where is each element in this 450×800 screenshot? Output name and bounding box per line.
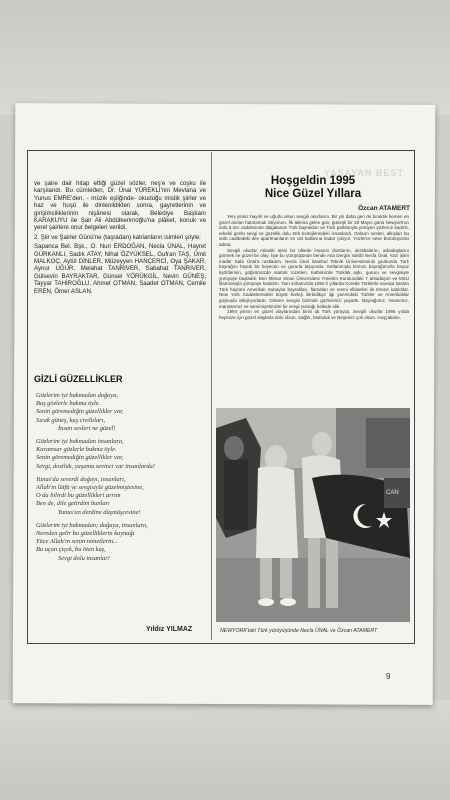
poem-line: Bu uçan çiçek, bu öten kuş, (36, 546, 106, 554)
article-paragraph: Sevgili okurlar Atlantik ötesi bir ülkede insanın dostlarını, akrabalarını, arkadaşlarını görmek ne güzel bir olay. İşte bu yürüyüşünde bende Ana Dergisi sahibi Necla Ünal, Yazı işleri müdür Safa Ünal'a rastladım. Necla Ünal İstanbul Teknik Üniversitesinin grubunda Türk bayrağını büyük bir heyecan ve gururla taşıyordu. Sırtlanmışta kırmızı bayrağımızla beyaz tişörtlerinin, göğsümüzde Atatürk rozetleri, Kalbimizde Türklük aşkı, gururu ve sevgisiyle yürüyüşe başladık. Ben Mimar Sinan Üniversitesi Yönetim Kurulundaki 7 arkadaşım ve MSU filarmoniyla yürüyüşe katıldım. Tam sırkamızda 1950 li yıllarda Korede Türklerle savaşa katılan Türk hayranı Amerikalı Subaylar bayrakları, flamaları ve resmi elbiseleri ile törene katıldılar. New York Caddelerindeki büyük korteji ilerledikçe ilgi yanımdaki Türkler ve Amerikalılar güçkuyla alkışlıyorlardı. Onların sevgisi bizimde gözlerimizi yaşarttı. Bayrağımız, insanımız, marşlarımız ve samimiyetimizle bir sevgi yumağı halinde idik. (219, 247, 409, 309)
poem-stanza (36, 392, 204, 433)
poem-line: Yunus'un derdine düşmüşcesine! (58, 508, 141, 516)
poem-line: O da bilirdi bu güzellikleri arrım (36, 492, 121, 500)
poem-line: Gözlerim iyi bakmadan; doğaya, insanlara, (36, 521, 148, 529)
article-title-line-1: Hoşgeldin 1995 (270, 175, 356, 187)
left-column (34, 180, 206, 297)
poem-line: Karamsar gözlerle bakma öyle. (36, 446, 117, 454)
poem-stanza (36, 476, 204, 517)
photo-caption: NEWYORK'taki Türk yürüyüşünde Necla ÜNAL ve Özcan ATAMERT (220, 628, 378, 634)
poem-line: Allah'ın lütfü ve sevgisiyle güzelmiştesine, (36, 484, 144, 492)
poet-signature: Yıldız YILMAZ (146, 626, 193, 633)
poem-title: GİZLİ GÜZELLİKLER (34, 374, 123, 384)
poem-line: Sevgi dolu insanlar! (58, 554, 110, 562)
left-paragraph-1: ve şaire dair hitap ettiği güzel sözler, neş'e ve coşku ile karşılandı. Bu cümleden, Dr. Ünal YÜREKLİ'nin Mevlana ve Yunus EMRE'den, - müzik eşliğinde- okuduğu mistik şiirler ve haz ve huşû ile dinlenildikten sonra, gayretlerinin ve girişimciliklerinin nişânesi olarak, Belediye Başkanı KARAKUYU ile Şair Ali Abdülkerimoğlu'na plâket, konuk ve yerel şairlere onur belgeleri verildi. (34, 180, 206, 232)
background-table (0, 700, 450, 800)
poem-line: Gözlerim iyi bakmadan insanlara, (36, 438, 124, 446)
parade-photo (216, 408, 410, 622)
poem-line: Yüce Allah'ın senin nimetlerin... (36, 538, 118, 546)
parade-photo-image (216, 408, 410, 622)
bleed-through-text: YASAYAN BEST (324, 168, 405, 178)
poem-line: Nereden gelir bu güzelliklerin kaynağı (36, 530, 135, 538)
poem-line: Boş gözlerle bakma öyle. (36, 400, 101, 408)
poem-stanza (36, 522, 204, 563)
article-body (219, 214, 409, 320)
article-title (218, 175, 408, 201)
poem-line: Senin göremediğin güzellikler var, (36, 454, 124, 462)
svg-text:CAN: CAN (386, 490, 399, 496)
poem-line: Sıcak güneş, kuş cıvıltıları, (36, 416, 106, 424)
page-number: 9 (386, 672, 391, 681)
left-paragraph-2: 2. Şiir ve Şairler Günü'ne (taşradan) katılanların isimleri şöyle: (34, 233, 201, 241)
poem-line: Sevgi, dostluk, yaşama sevinci var insanlarda! (36, 462, 155, 470)
article-title-line-2: Nice Güzel Yıllara (264, 188, 362, 200)
background-wall (0, 0, 450, 115)
article-author: Özcan ATAMERT (358, 205, 410, 212)
article-paragraph: 1994 yılının en güzel olaylarından birisi idi Türk yürüyüş. Sevgili okurlar 1995 yılıda hepinize için güzel olaylarla dolu olsun. Sağlık, Mutluluk ve Neşemiz çok olsun. Hoşçakalın. (219, 309, 409, 320)
poem-line: İnsan sesleri ne güzel! (58, 424, 116, 432)
poem-line: Gözlerim iyi bakmadan doğaya, (36, 392, 119, 399)
column-divider (211, 152, 212, 640)
poem-line: Yunus'da severdi doğayı, insanları, (36, 475, 126, 483)
poem-line: Senin göremediğin güzellikler var, (36, 408, 124, 416)
poem-line: Ben de, dile getirdim bunları (36, 500, 110, 508)
poem-body (36, 392, 204, 568)
article-paragraph: Yeni yılınız hayırlı ve uğurlu olsun sevgili okurlarım. Bir yılı daha geri de bıraktık hemen en güzel anıları hatırlamak istiyorum. İlk aklıma gelen gün, güneşli bir 28 Mayıs günü Newyork'un ünlü 5.inci caddesinde dalgalanan Türk bayrakları ve Türk parklarıyla yürüyen yüzlerce kadınlı, erkekli gönlü sevgi ve güzellik dolu türk kortejlerindeki insanlardı. Onların sesleri, alkışları bu ünlü caddedeki dev apartmanların en üst katlarına kadar çıkıyor. Yüzlerce sese bürünüyordu adeta. (219, 214, 409, 247)
poem-stanza (36, 438, 204, 471)
participant-names: Sapanca Bel. Bşk., O. Nuri ERDOĞAN, Necla ÜNAL, Hayret GÜRKANLI, Sadık ATAY, Nihal ÖZYÜKSEL, Gufran TAŞ, Ümit MALKOÇ, Aytül DİNLER, Müzeyyen HANÇERCİ, Oya ŞAKAR, Aynur UĞUR, Melahat TANRIVER, Sabahat TANRIVER, Gülsevin BAYRAKTAR, Günsel YÖRÜKGİL, Nevin GÜNEŞ, Tayyar TAHİROĞLU, Ahmet OTMAN, Saadet OTMAN, Cemile EREN, Ömer ASLAN. (34, 243, 206, 295)
